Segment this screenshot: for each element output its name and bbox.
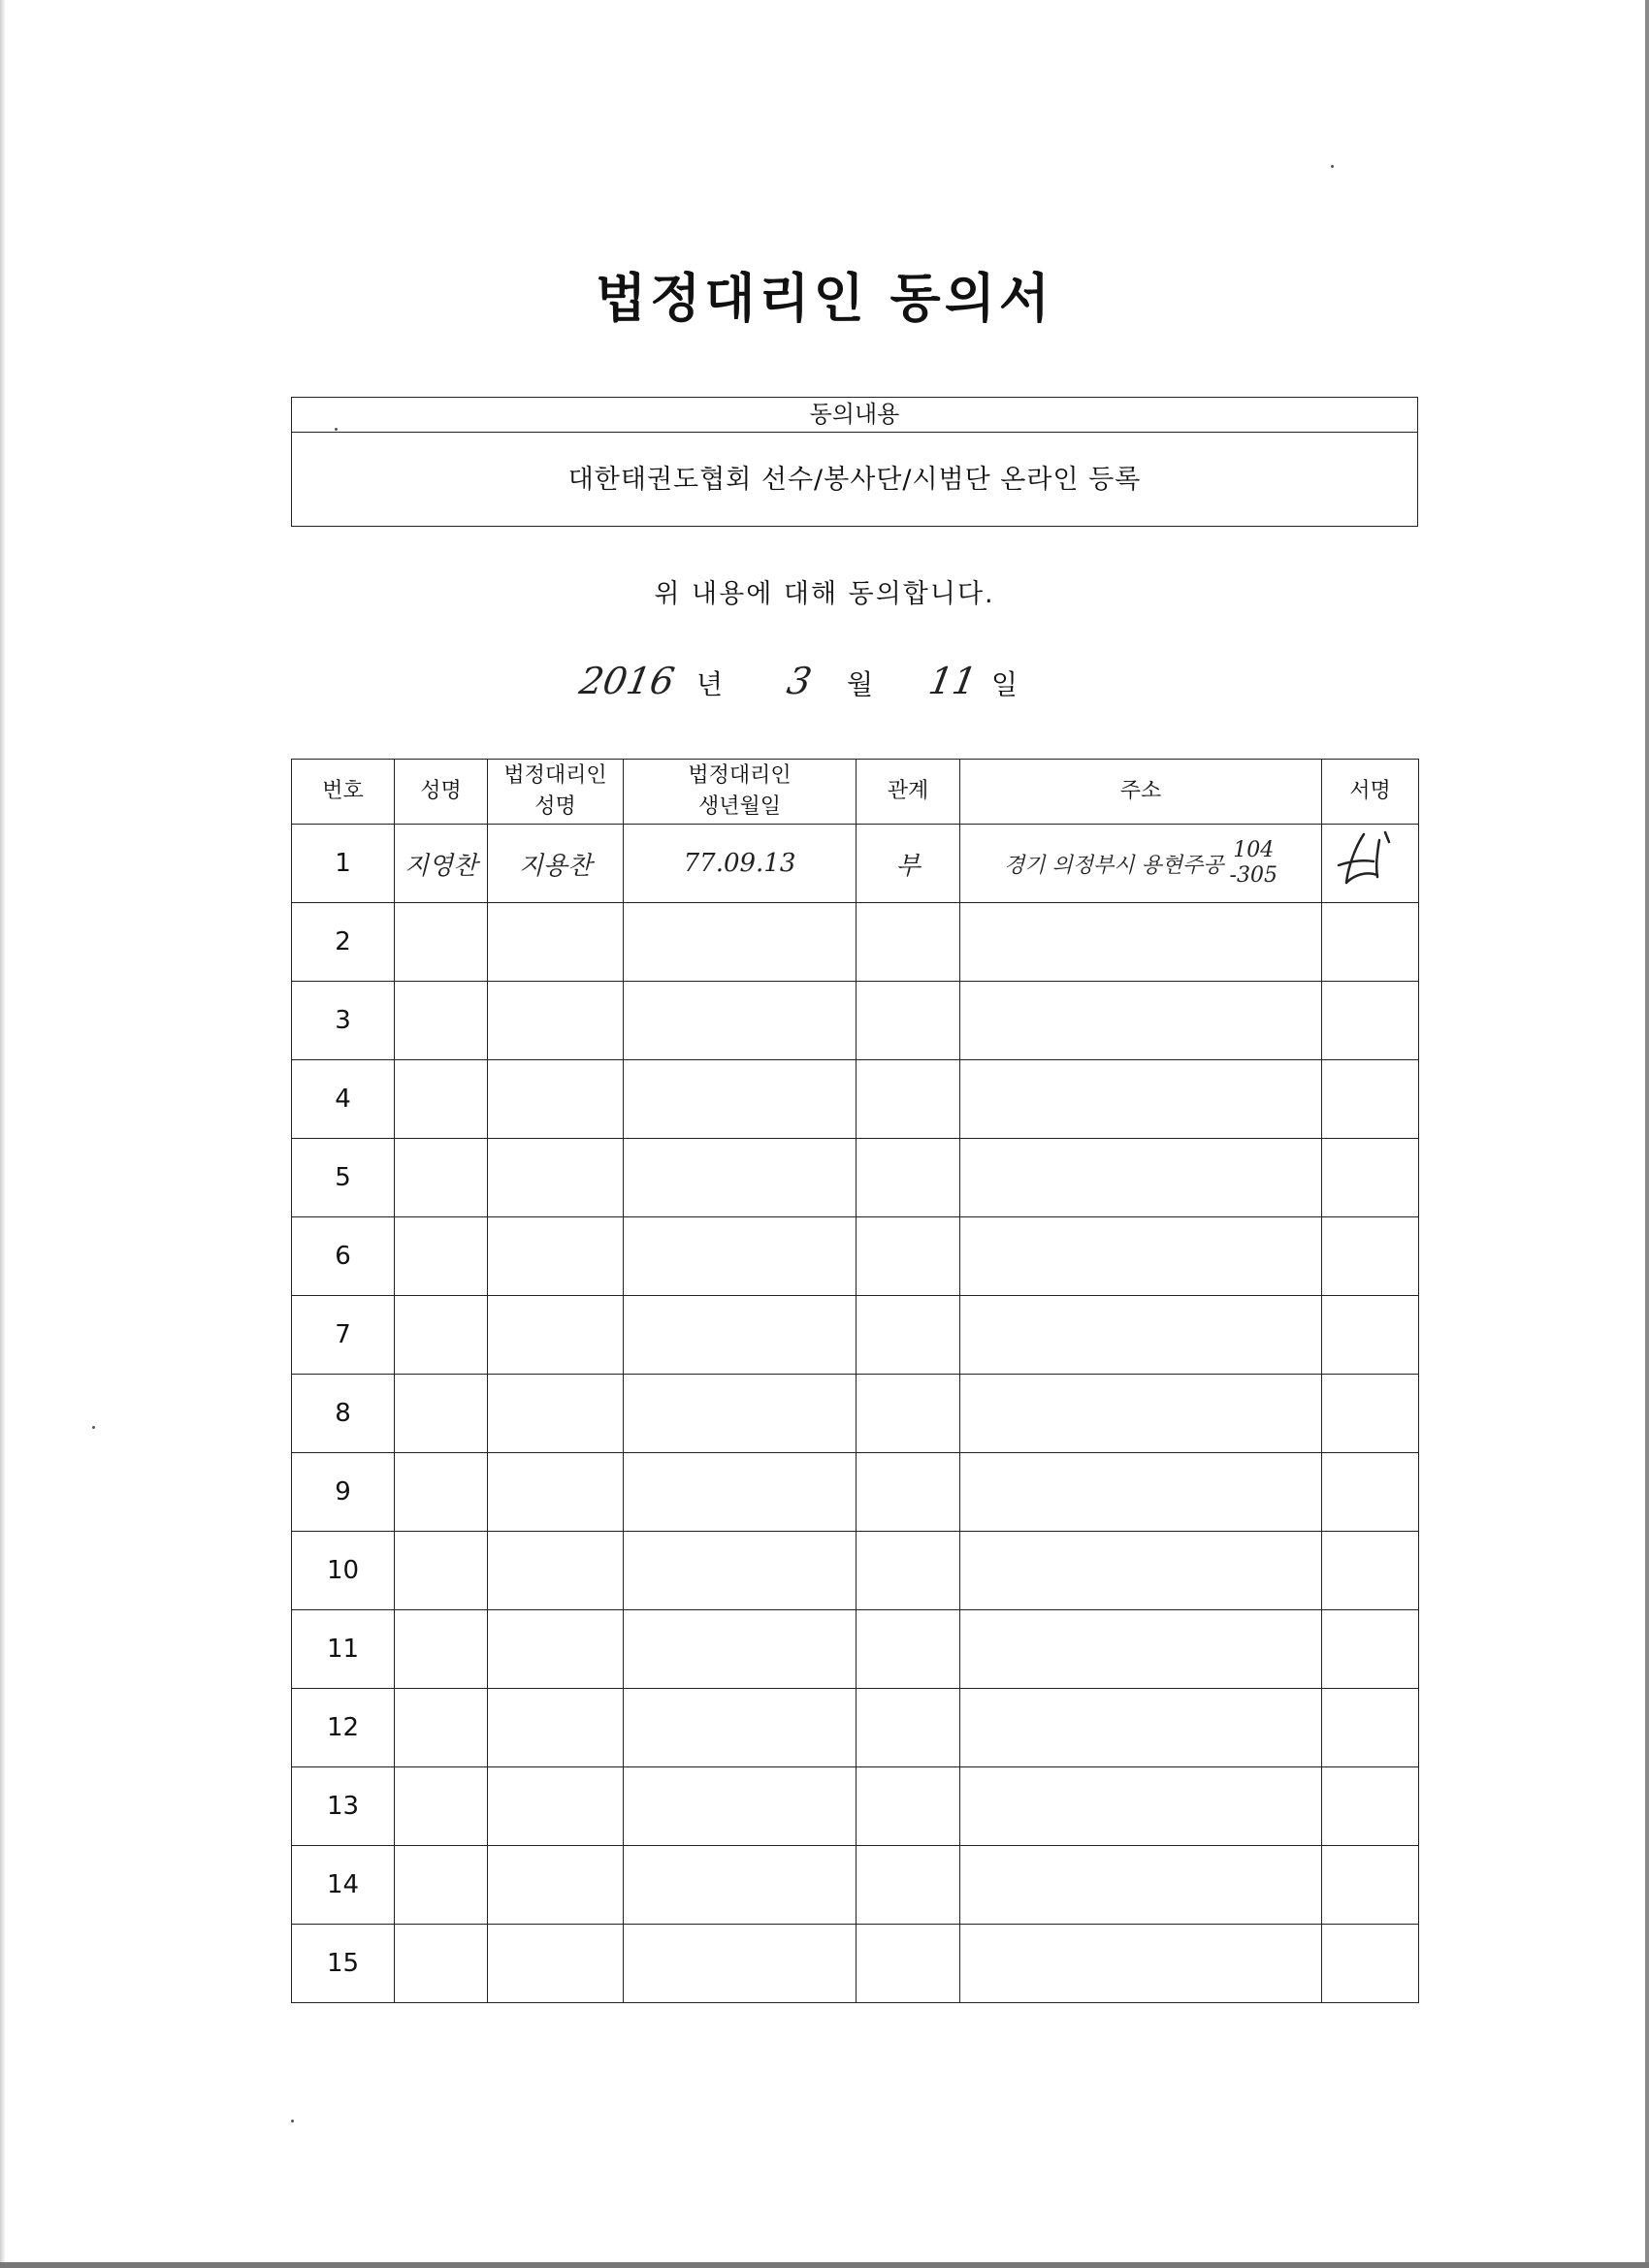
guardian-name-cell — [488, 1375, 624, 1453]
scan-speck — [1331, 165, 1334, 168]
row-number-cell-text: 12 — [326, 1713, 360, 1742]
row-number-cell — [292, 1375, 395, 1453]
scan-speck — [92, 1426, 95, 1429]
guardian-birth-cell — [624, 1453, 857, 1532]
relation-cell — [857, 982, 960, 1060]
signature-cell — [1322, 1139, 1419, 1217]
guardian-birth-cell — [624, 1925, 857, 2003]
row-number-cell-text: 1 — [335, 849, 351, 878]
address-cell — [960, 1532, 1322, 1610]
table-row — [292, 1375, 1419, 1453]
relation-cell — [857, 1532, 960, 1610]
student-name-cell — [395, 1767, 488, 1846]
signature-cell — [1322, 1767, 1419, 1846]
date-day-unit: 일 — [991, 668, 1018, 700]
row-number-cell — [292, 1925, 395, 2003]
guardian-name-cell — [488, 825, 624, 903]
row-number-cell-text: 14 — [326, 1870, 360, 1899]
date-line — [0, 660, 1649, 718]
table-row — [292, 1689, 1419, 1767]
header-name: 성명 — [395, 760, 488, 825]
address-cell — [960, 1767, 1322, 1846]
table-row — [292, 1532, 1419, 1610]
guardian-name-cell — [488, 1296, 624, 1375]
row-number-cell — [292, 825, 395, 903]
row-number-cell-text: 4 — [335, 1085, 351, 1114]
guardian-birth-cell — [624, 1139, 857, 1217]
address-unit-room: -305 — [1229, 863, 1277, 888]
address-cell — [960, 1846, 1322, 1925]
student-name-cell — [395, 1375, 488, 1453]
student-name-cell — [395, 1139, 488, 1217]
address-cell — [960, 1610, 1322, 1689]
table-row — [292, 1296, 1419, 1375]
row-number-cell — [292, 1139, 395, 1217]
row-number-cell — [292, 1610, 395, 1689]
consent-content-box — [291, 397, 1418, 527]
signature-cell — [1322, 1453, 1419, 1532]
header-address: 주소 — [960, 760, 1322, 825]
guardian-consent-table — [291, 759, 1419, 2003]
row-number-cell-text: 13 — [326, 1792, 360, 1821]
row-number-cell-text: 15 — [326, 1949, 360, 1978]
date-month: 3 — [784, 660, 816, 702]
date-month-unit: 월 — [847, 668, 874, 700]
row-number-cell — [292, 1767, 395, 1846]
relation-cell — [857, 1689, 960, 1767]
signature-cell — [1322, 1375, 1419, 1453]
guardian-birth-cell — [624, 1532, 857, 1610]
guardian-name-cell — [488, 1217, 624, 1296]
guardian-birth-cell — [624, 1296, 857, 1375]
signature-cell — [1322, 1532, 1419, 1610]
guardian-name-cell — [488, 1925, 624, 2003]
signature-cell — [1322, 1296, 1419, 1375]
guardian-name-cell — [488, 1453, 624, 1532]
table-row — [292, 982, 1419, 1060]
row-number-cell — [292, 903, 395, 982]
date-year: 2016 — [576, 660, 678, 702]
signature-cell — [1322, 1925, 1419, 2003]
guardian-birth-cell — [624, 982, 857, 1060]
signature-cell — [1322, 1689, 1419, 1767]
address-cell — [960, 1139, 1322, 1217]
guardian-birth-cell — [624, 1689, 857, 1767]
student-name-cell — [395, 1060, 488, 1139]
table-row — [292, 1139, 1419, 1217]
relation-cell — [857, 1139, 960, 1217]
address-unit-building: 104 — [1233, 838, 1275, 862]
student-name-cell — [395, 1532, 488, 1610]
student-name-cell — [395, 1296, 488, 1375]
student-name-cell — [395, 1217, 488, 1296]
header-no: 번호 — [292, 760, 395, 825]
relation-cell — [857, 903, 960, 982]
row-number-cell — [292, 1060, 395, 1139]
row-number-cell — [292, 1846, 395, 1925]
document-title: 법정대리인 동의서 — [595, 267, 1054, 329]
row-number-cell-text: 8 — [335, 1399, 351, 1428]
guardian-name-cell — [488, 982, 624, 1060]
address-cell — [960, 825, 1322, 903]
table-row — [292, 903, 1419, 982]
student-name-cell — [395, 903, 488, 982]
address-cell — [960, 982, 1322, 1060]
row-number-cell-text: 6 — [335, 1242, 351, 1271]
signature-cell — [1322, 1846, 1419, 1925]
date-day: 11 — [925, 660, 981, 702]
handwritten-signature — [1327, 826, 1414, 894]
guardian-birth-cell — [624, 1060, 857, 1139]
consent-content-body: 대한태권도협회 선수/봉사단/시범단 온라인 등록 — [567, 465, 1142, 495]
guardian-name-cell — [488, 903, 624, 982]
address-unit — [1230, 838, 1277, 889]
relation-cell — [857, 1925, 960, 2003]
signature-cell — [1322, 903, 1419, 982]
row-number-cell — [292, 1217, 395, 1296]
guardian-name-cell-text: 지용찬 — [518, 851, 593, 881]
signature-cell — [1322, 982, 1419, 1060]
signature-cell — [1322, 1610, 1419, 1689]
relation-cell — [857, 1767, 960, 1846]
row-number-cell-text: 2 — [335, 927, 351, 956]
guardian-birth-cell — [624, 1375, 857, 1453]
address-cell — [960, 1689, 1322, 1767]
table-row — [292, 1217, 1419, 1296]
address-cell — [960, 1296, 1322, 1375]
header-guardian-birth: 법정대리인 생년월일 — [624, 760, 857, 825]
student-name-cell — [395, 1610, 488, 1689]
row-number-cell-text: 11 — [326, 1635, 360, 1664]
row-number-cell-text: 3 — [335, 1006, 351, 1035]
guardian-name-cell — [488, 1767, 624, 1846]
guardian-name-cell — [488, 1060, 624, 1139]
guardian-birth-cell — [624, 1767, 857, 1846]
row-number-cell-text: 5 — [335, 1163, 351, 1192]
guardian-birth-cell — [624, 1610, 857, 1689]
header-relation: 관계 — [857, 760, 960, 825]
relation-cell — [857, 825, 960, 903]
guardian-birth-cell — [624, 825, 857, 903]
table-body — [292, 825, 1419, 2003]
signature-stroke — [1339, 832, 1389, 883]
relation-cell — [857, 1060, 960, 1139]
guardian-birth-cell — [624, 1217, 857, 1296]
address-text: 경기 의정부시 용현주공 — [1004, 853, 1224, 878]
page-bottom-edge — [0, 2262, 1649, 2268]
relation-cell — [857, 1846, 960, 1925]
row-number-cell — [292, 1453, 395, 1532]
relation-cell — [857, 1296, 960, 1375]
student-name-cell — [395, 982, 488, 1060]
table-row — [292, 1060, 1419, 1139]
guardian-birth-cell-text: 77.09.13 — [683, 849, 796, 878]
table-row — [292, 825, 1419, 903]
guardian-name-cell — [488, 1532, 624, 1610]
page-right-edge — [1645, 0, 1649, 2268]
address-cell — [960, 1217, 1322, 1296]
address-cell — [960, 1453, 1322, 1532]
student-name-cell — [395, 1925, 488, 2003]
signature-cell — [1322, 1060, 1419, 1139]
signature-cell — [1322, 1217, 1419, 1296]
guardian-name-cell — [488, 1689, 624, 1767]
address-wrap — [960, 838, 1321, 889]
address-cell — [960, 1060, 1322, 1139]
row-number-cell — [292, 1532, 395, 1610]
guardian-birth-cell — [624, 903, 857, 982]
relation-cell — [857, 1375, 960, 1453]
row-number-cell — [292, 982, 395, 1060]
row-number-cell-text: 10 — [326, 1556, 360, 1585]
row-number-cell-text: 7 — [335, 1320, 351, 1349]
guardian-birth-cell — [624, 1846, 857, 1925]
address-cell — [960, 1375, 1322, 1453]
guardian-name-cell — [488, 1846, 624, 1925]
header-signature: 서명 — [1322, 760, 1419, 825]
student-name-cell — [395, 1453, 488, 1532]
relation-cell — [857, 1217, 960, 1296]
agreement-statement: 위 내용에 대해 동의합니다. — [654, 579, 995, 609]
guardian-name-cell — [488, 1139, 624, 1217]
date-year-unit: 년 — [696, 668, 724, 700]
table-row — [292, 1846, 1419, 1925]
table-row — [292, 1767, 1419, 1846]
student-name-cell — [395, 1846, 488, 1925]
signature-cell — [1322, 825, 1419, 903]
student-name-cell-text: 지영찬 — [404, 851, 478, 881]
row-number-cell — [292, 1689, 395, 1767]
row-number-cell — [292, 1296, 395, 1375]
page-left-edge — [0, 0, 6, 2268]
table-row — [292, 1610, 1419, 1689]
table-header-row — [292, 760, 1419, 825]
address-cell — [960, 903, 1322, 982]
row-number-cell-text: 9 — [335, 1477, 351, 1507]
table-row — [292, 1925, 1419, 2003]
relation-cell — [857, 1453, 960, 1532]
relation-cell — [857, 1610, 960, 1689]
student-name-cell — [395, 825, 488, 903]
table-row — [292, 1453, 1419, 1532]
guardian-name-cell — [488, 1610, 624, 1689]
address-cell — [960, 1925, 1322, 2003]
student-name-cell — [395, 1689, 488, 1767]
consent-content-header: 동의내용 — [292, 398, 1417, 433]
relation-cell-text: 부 — [895, 851, 921, 881]
header-guardian-name: 법정대리인 성명 — [488, 760, 624, 825]
scan-speck — [291, 2120, 294, 2122]
